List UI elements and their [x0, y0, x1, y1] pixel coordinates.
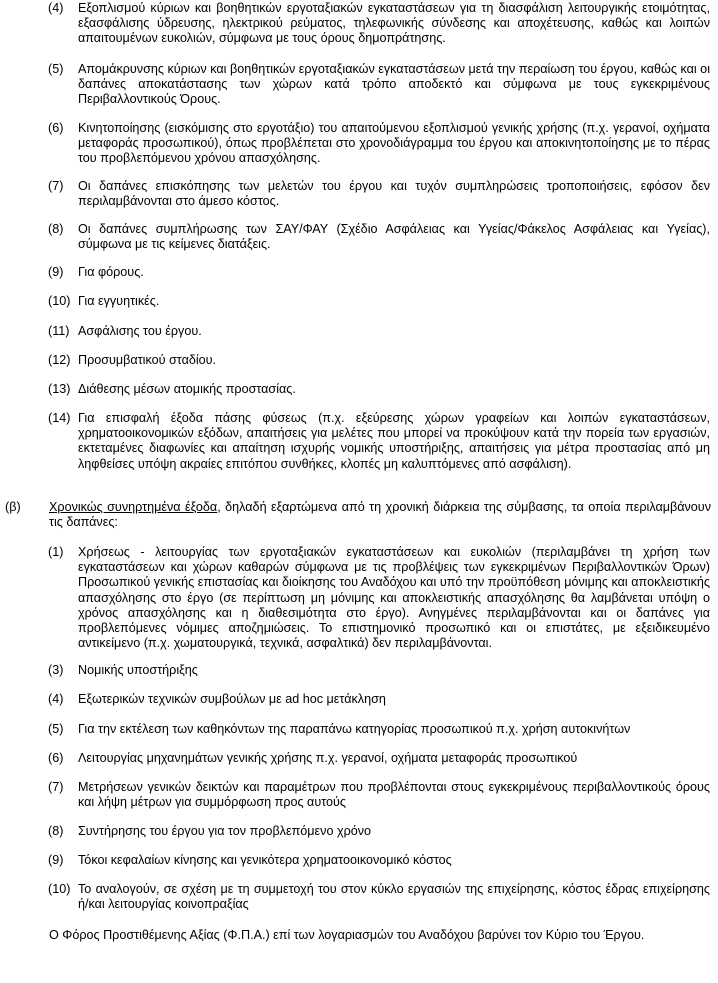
- item-text: Διάθεσης μέσων ατομικής προστασίας.: [78, 382, 296, 396]
- item-number: (4): [48, 692, 64, 706]
- section-heading: Χρονικώς συνηρτημένα έξοδα: [49, 500, 218, 514]
- item-text: Εξωτερικών τεχνικών συμβούλων με ad hoc μετάκληση: [78, 692, 386, 706]
- item-number: (6): [48, 751, 64, 765]
- item-number: (13): [48, 382, 71, 396]
- item-number: (4): [48, 1, 64, 15]
- vat-note: Ο Φόρος Προστιθέμενης Αξίας (Φ.Π.Α.) επί των λογαριασμών του Αναδόχου βαρύνει τον Κύριο του Έργου.: [49, 928, 645, 942]
- item-number: (1): [48, 545, 64, 559]
- section-intro-text: , δηλαδή εξαρτώμενα από τη χρονική διάρκεια της σύμβασης, τα οποία περιλαμβάνουν τις δαπάνες:: [49, 500, 711, 530]
- item-number: (5): [48, 722, 64, 736]
- item-number: (12): [48, 353, 71, 367]
- item-number: (7): [48, 179, 64, 193]
- item-text: Το αναλογούν, σε σχέση με τη συμμετοχή του στον κύκλο εργασιών της επιχείρησης, κόστος έδρας επιχείρησης ή/και λειτουργίας κοινοπραξίας: [78, 882, 710, 912]
- item-number: (9): [48, 265, 64, 279]
- item-number: (11): [48, 324, 70, 338]
- item-number: (7): [48, 780, 64, 794]
- item-text: Για την εκτέλεση των καθηκόντων της παραπάνω κατηγορίας προσωπικού π.χ. χρήση αυτοκινήτων: [78, 722, 631, 736]
- item-text: Λειτουργίας μηχανημάτων γενικής χρήσης π.χ. γερανοί, οχήματα μεταφοράς προσωπικού: [78, 751, 578, 765]
- item-text: Μετρήσεων γενικών δεικτών και παραμέτρων που προβλέπονται στους εγκεκριμένους περιβαλλοντικούς όρους και λήψη μέτρων για συμμόρφωση προς αυτούς: [78, 780, 710, 810]
- item-text: Συντήρησης του έργου για τον προβλεπόμενο χρόνο: [78, 824, 372, 838]
- item-number: (5): [48, 62, 64, 76]
- item-number: (10): [48, 882, 71, 896]
- item-number: (3): [48, 663, 64, 677]
- item-text: Απομάκρυνσης κύριων και βοηθητικών εργοταξιακών εγκαταστάσεων μετά την περαίωση του έργου, καθώς και οι δαπάνες αποκατάστασης των χώρων κατά τρόπο αποδεκτό και σύμφωνα με τους εγκεκριμένους Περιβαλλοντικούς Όρους.: [78, 62, 710, 107]
- item-number: (10): [48, 294, 71, 308]
- item-number: (14): [48, 411, 71, 425]
- item-text: Νομικής υποστήριξης: [78, 663, 198, 677]
- item-text: Οι δαπάνες συμπλήρωσης των ΣΑΥ/ΦΑΥ (Σχέδιο Ασφάλειας και Υγείας/Φάκελος Ασφάλειας και Υγείας), σύμφωνα με τις κείμενες διατάξεις.: [78, 222, 710, 252]
- item-text: Κινητοποίησης (εισκόμισης στο εργοτάξιο) του απαιτούμενου εξοπλισμού γενικής χρήσης (π.χ. γερανοί, οχήματα μεταφοράς προσωπικού), όπως προβλέπεται στο χρονοδιάγραμμα του έργου και αποκινητοποίησης με το πέρας του προβλεπόμενου χρόνου απασχόλησης.: [78, 121, 710, 166]
- item-text: Χρήσεως - λειτουργίας των εργοταξιακών εγκαταστάσεων και ευκολιών (περιλαμβάνει τη χρήση των εγκαταστάσεων και χώρων καθαρών σύμφωνα με τις προβλέψεις των εγκεκριμένων Περιβαλλοντικών Όρων) Προσωπικού γενικής επιστασίας και διοίκησης του Αναδόχου και υπό την προϋπόθεση μόνιμης και αποκλειστικής απασχόλησης στο έργο (σε περίπτωση μη μόνιμης και αποκλειστικής απασχόλησης θα λαμβάνεται υπόψη ο χρόνος απασχόλησης και η διαθεσιμότητα στο έργο). Ανηγμένες περιλαμβάνονται και οι δαπάνες για προβλεπόμενες νόμιμες αποζημιώσεις. Το επιστημονικό προσωπικό και οι επιστάτες, με εξειδικευμένο αντικείμενο (π.χ. χωματουργικά, τεχνικά, ασφαλτικά) δεν περιλαμβάνονται.: [78, 545, 710, 651]
- section-intro: [49, 500, 711, 530]
- item-number: (8): [48, 222, 64, 236]
- item-number: (9): [48, 853, 64, 867]
- item-text: Για φόρους.: [78, 265, 144, 279]
- item-text: Για επισφαλή έξοδα πάσης φύσεως (π.χ. εξεύρεσης χώρων γραφείων και λοιπών εγκαταστάσεων, χρηματοοικονομικών εξόδων, απαιτήσεις για μελέτες που μπορεί να προκύψουν κατά την πορεία των εργασιών, εκτεταμένες διαφωνίες και απαίτηση ισχυρής νομικής υποστήριξης, απαιτήσεις για μέτρα προστασίας από μη ληφθείσες υπόψη ακραίες επιτόπου συνθήκες, κλοπές μη καλυπτόμενες από ασφάλιση).: [78, 411, 710, 471]
- item-number: (8): [48, 824, 64, 838]
- section-label: (β): [5, 500, 21, 514]
- item-text: Για εγγυητικές.: [78, 294, 160, 308]
- item-text: Ασφάλισης του έργου.: [78, 324, 202, 338]
- item-text: Προσυμβατικού σταδίου.: [78, 353, 217, 367]
- item-text: Τόκοι κεφαλαίων κίνησης και γενικότερα χρηματοοικονομικό κόστος: [78, 853, 452, 867]
- item-text: Οι δαπάνες επισκόπησης των μελετών του έργου και τυχόν συμπληρώσεις τροποποιήσεις, εφόσον δεν περιλαμβάνονται στο άμεσο κόστος.: [78, 179, 710, 209]
- item-number: (6): [48, 121, 64, 135]
- item-text: Εξοπλισμού κύριων και βοηθητικών εργοταξιακών εγκαταστάσεων για τη διασφάλιση λειτουργικής ετοιμότητας, εξασφάλισης ύδρευσης, ηλεκτρικού ρεύματος, τηλεφωνικής σύνδεσης και αποχέτευσης, καθώς και λοιπών απαιτουμένων ευκολιών, σύμφωνα με τους όρους δημοπράτησης.: [78, 1, 710, 46]
